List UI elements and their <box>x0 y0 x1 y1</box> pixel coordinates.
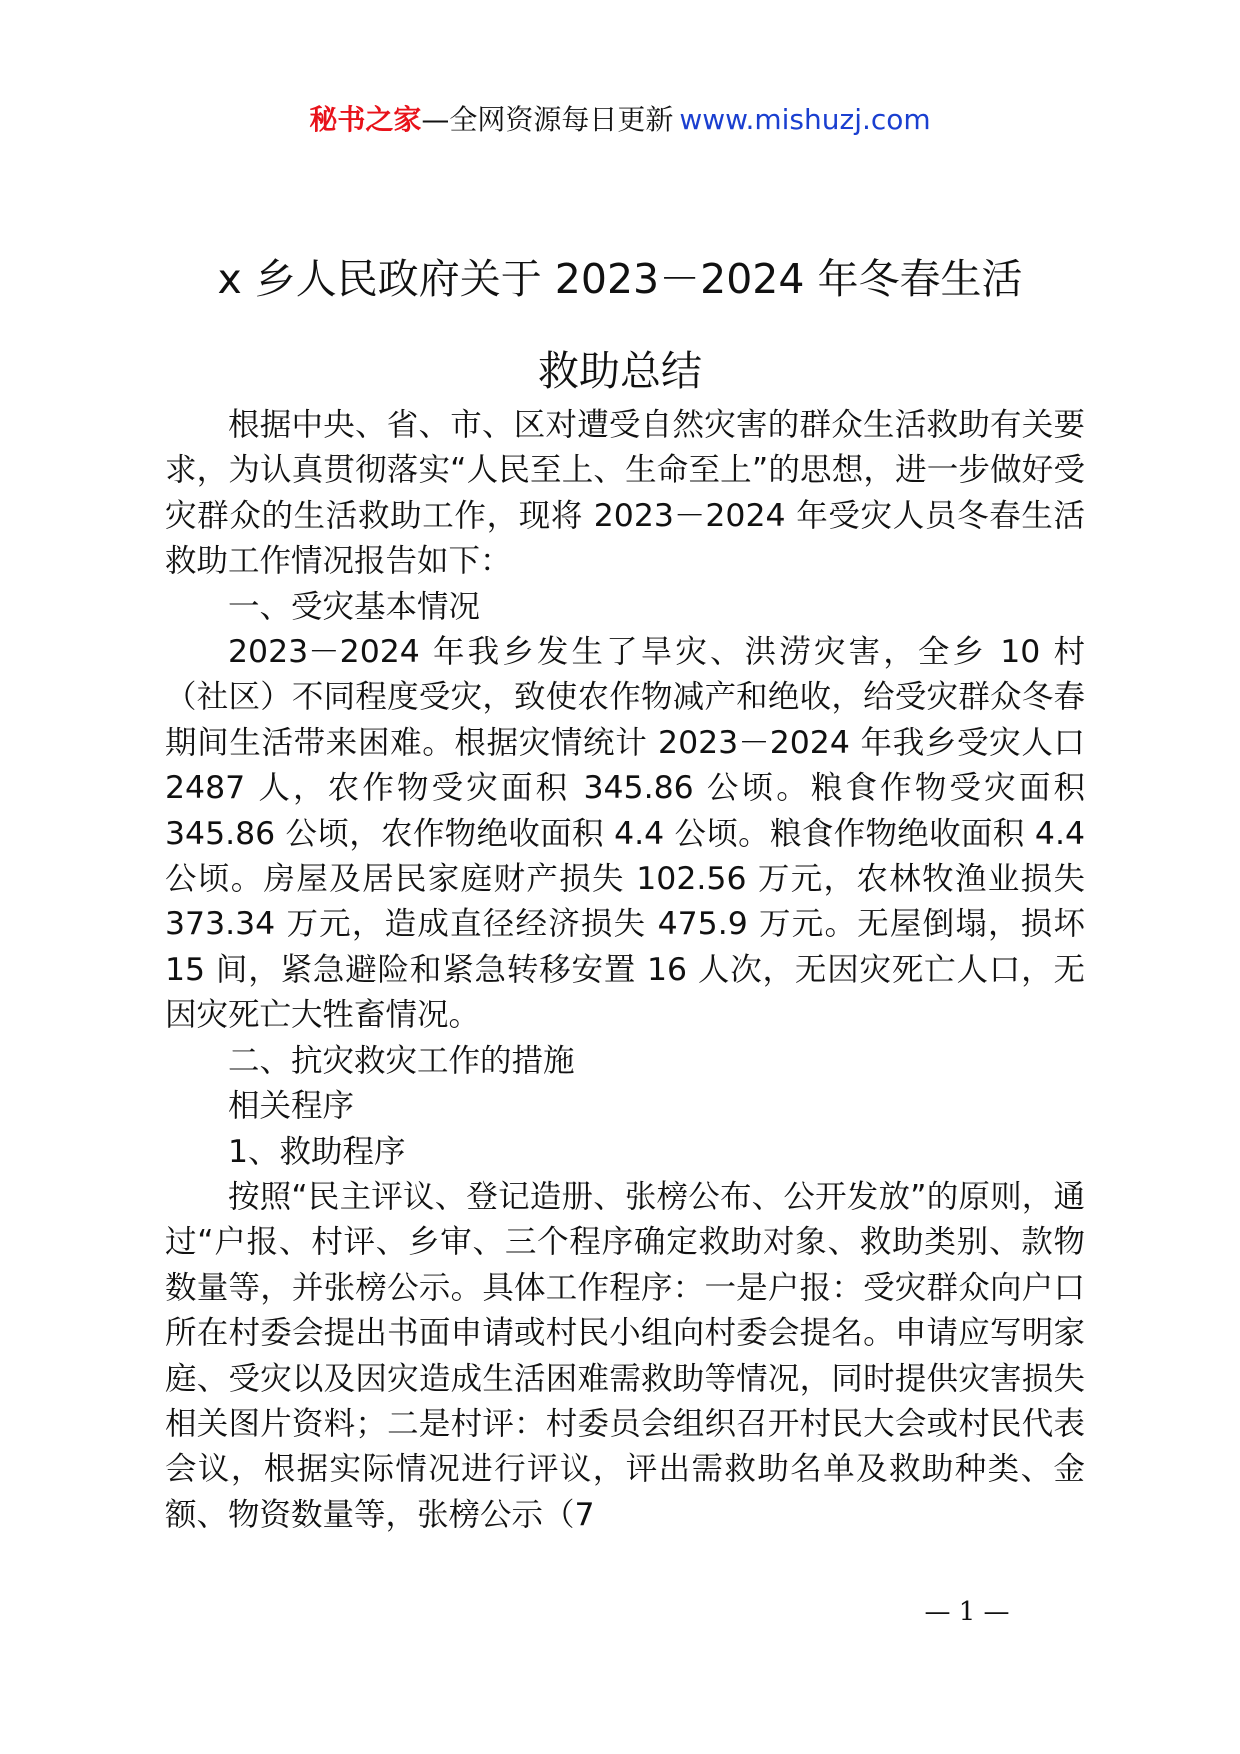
subheading-relief-procedure: 1、救助程序 <box>228 1133 406 1170</box>
document-title-line-1: x 乡人民政府关于 2023－2024 年冬春生活 <box>217 255 1023 303</box>
section-heading-2: 二、抗灾救灾工作的措施 <box>228 1042 575 1079</box>
procedure-paragraph: 按照“民主评议、登记造册、张榜公布、公开发放”的原则，通过“户报、村评、乡审、三个程序确定救助对象、救助类别、款物数量等，并张榜公示。具体工作程序：一是户报：受灾群众向户口所在村委会提出书面申请或村民小组向村委会提名。申请应写明家庭、受灾以及因灾造成生活困难需救助等情况，同时提供灾害损失相关图片资料；二是村评：村委员会组织召开村民大会或村民代表会议，根据实际情况进行评议，评出需救助名单及救助种类、金额、物资数量等，张榜公示（7 <box>165 1178 1085 1533</box>
subheading-procedures: 相关程序 <box>228 1088 355 1125</box>
disaster-situation-paragraph: 2023－2024 年我乡发生了旱灾、洪涝灾害，全乡 10 村（社区）不同程度受灾，致使农作物减产和绝收，给受灾群众冬春期间生活带来困难。根据灾情统计 2023－2024 年我乡受灾人口 2487 人，农作物受灾面积 345.86 公顷。粮食作物受灾面积 345.86 公顷，农作物绝收面积 4.4 公顷。粮食作物绝收面积 4.4 公顷。房屋及居民家庭财产损失 102.56 万元，农林牧渔业损失 373.34 万元，造成直径经济损失 475.9 万元。无屋倒塌，损坏 15 间，紧急避险和紧急转移安置 16 人次，无因灾死亡人口，无因灾死亡大牲畜情况。 <box>165 634 1085 1034</box>
intro-paragraph: 根据中央、省、市、区对遭受自然灾害的群众生活救助有关要求，为认真贯彻落实“人民至上、生命至上”的思想，进一步做好受灾群众的生活救助工作，现将 2023－2024 年受灾人员冬春生活救助工作情况报告如下： <box>165 407 1085 580</box>
document-body <box>165 403 1085 1538</box>
banner-tagline: —全网资源每日更新 <box>421 103 674 136</box>
section-heading-1: 一、受灾基本情况 <box>228 588 481 625</box>
website-link[interactable]: www.mishuzj.com <box>679 103 931 136</box>
page-number: — 1 — <box>924 1597 1010 1627</box>
document-title-line-2: 救助总结 <box>538 347 702 395</box>
brand-name: 秘书之家 <box>309 103 422 136</box>
site-banner <box>0 100 1240 140</box>
